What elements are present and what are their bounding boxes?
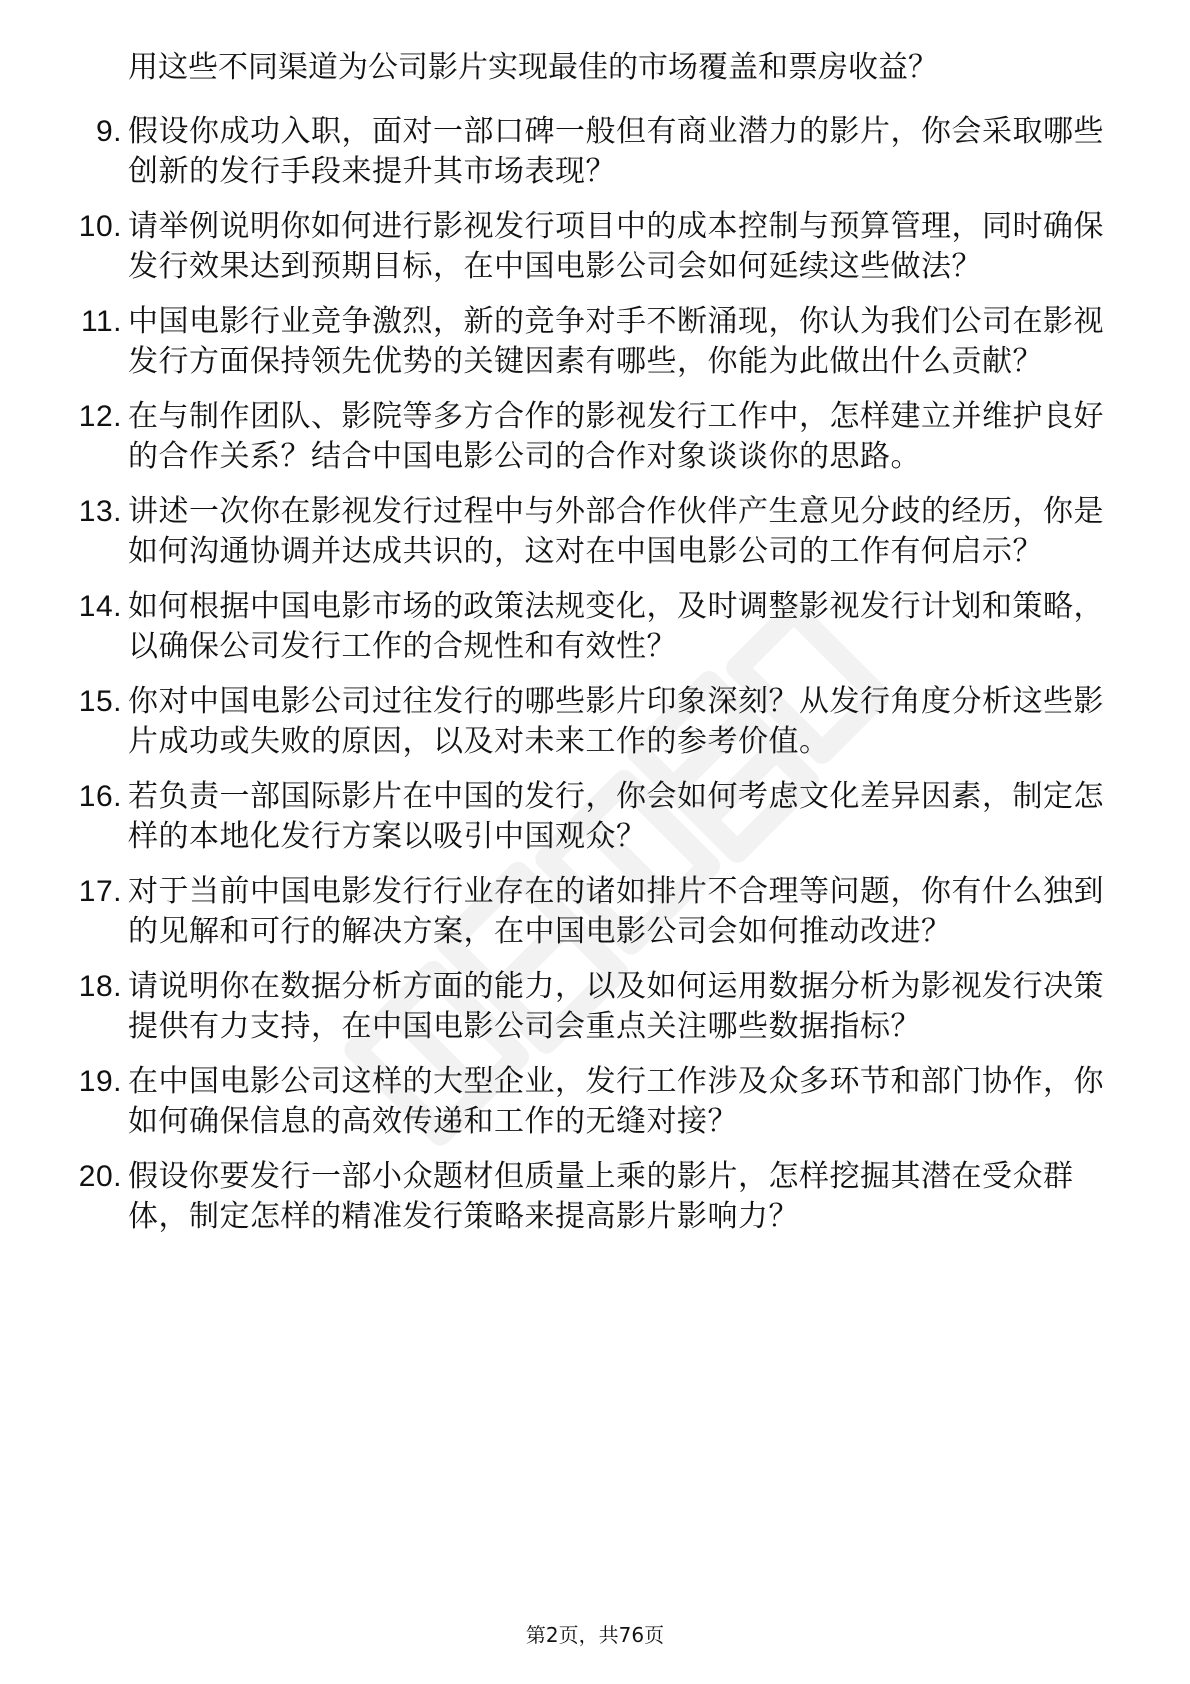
question-number: 19. [78,1065,122,1098]
question-text: 讲述一次你在影视发行过程中与外部合作伙伴产生意见分歧的经历，你是如何沟通协调并达成共识的，这对在中国电影公司的工作有何启示？ [128,494,1104,569]
question-text: 若负责一部国际影片在中国的发行，你会如何考虑文化差异因素，制定怎样的本地化发行方案以吸引中国观众？ [128,779,1104,854]
page-footer: 第2页，共76页 [525,1623,665,1647]
question-text: 在中国电影公司这样的大型企业，发行工作涉及众多环节和部门协作，你如何确保信息的高效传递和工作的无缝对接？ [128,1064,1104,1139]
question-text: 假设你要发行一部小众题材但质量上乘的影片，怎样挖掘其潜在受众群体，制定怎样的精准发行策略来提高影片影响力？ [128,1159,1074,1234]
list-item [60,397,1120,477]
question-number: 9. [95,115,122,148]
list-item [60,112,1120,192]
question-number: 12. [78,400,122,433]
question-text: 请说明你在数据分析方面的能力，以及如何运用数据分析为影视发行决策提供有力支持，在中国电影公司会重点关注哪些数据指标？ [128,969,1104,1044]
question-number: 13. [78,495,122,528]
list-item [60,207,1120,287]
question-number: 18. [78,970,122,1003]
question-text: 对于当前中国电影发行行业存在的诸如排片不合理等问题，你有什么独到的见解和可行的解决方案，在中国电影公司会如何推动改进？ [128,874,1104,949]
question-number: 10. [78,210,122,243]
list-item [60,682,1120,762]
question-number: 16. [78,780,122,813]
list-item [60,872,1120,952]
question-text: 中国电影行业竞争激烈，新的竞争对手不断涌现，你认为我们公司在影视发行方面保持领先优势的关键因素有哪些，你能为此做出什么贡献？ [128,304,1104,379]
question-text: 假设你成功入职，面对一部口碑一般但有商业潜力的影片，你会采取哪些创新的发行手段来提升其市场表现？ [128,114,1104,189]
list-item [60,492,1120,572]
question-number: 17. [78,875,122,908]
question-text: 在与制作团队、影院等多方合作的影视发行工作中，怎样建立并维护良好的合作关系？结合中国电影公司的合作对象谈谈你的思路。 [128,399,1104,474]
list-item [60,302,1120,382]
question-text: 你对中国电影公司过往发行的哪些影片印象深刻？从发行角度分析这些影片成功或失败的原因，以及对未来工作的参考价值。 [128,684,1104,759]
continuation-text: 用这些不同渠道为公司影片实现最佳的市场覆盖和票房收益？ [128,50,938,85]
question-number: 15. [78,685,122,718]
question-number: 14. [78,590,122,623]
list-item [60,1157,1120,1237]
question-list [60,112,1120,1252]
question-number: 20. [78,1160,122,1193]
list-item [60,967,1120,1047]
list-item [60,777,1120,857]
question-number: 11. [81,305,122,338]
question-text: 如何根据中国电影市场的政策法规变化，及时调整影视发行计划和策略，以确保公司发行工作的合规性和有效性？ [128,589,1104,664]
list-item [60,1062,1120,1142]
list-item [60,587,1120,667]
question-text: 请举例说明你如何进行影视发行项目中的成本控制与预算管理，同时确保发行效果达到预期目标，在中国电影公司会如何延续这些做法？ [128,209,1104,284]
